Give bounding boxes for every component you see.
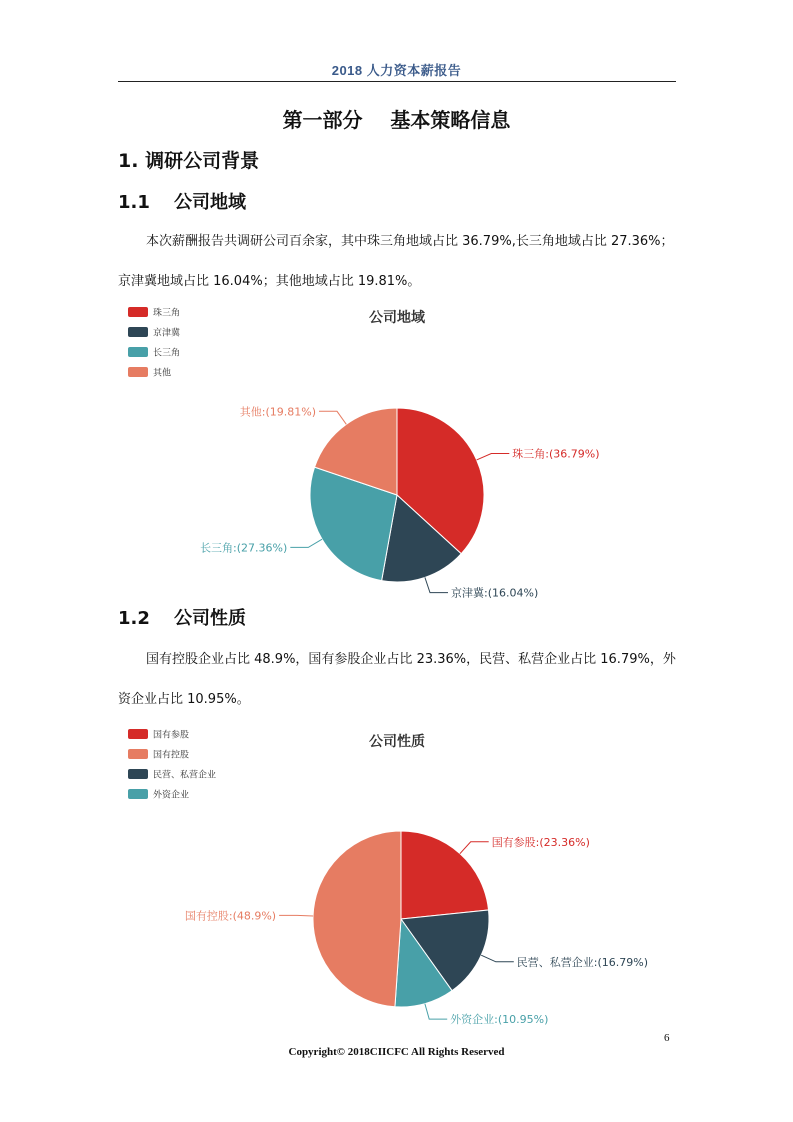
legend-swatch[interactable] bbox=[128, 769, 148, 779]
slice-leader-line bbox=[279, 915, 313, 916]
subsection-heading-nature bbox=[118, 604, 246, 630]
region-pie-chart bbox=[118, 302, 678, 602]
legend-label[interactable]: 民营、私营企业 bbox=[153, 770, 217, 781]
section-title: 调研公司背景 bbox=[145, 150, 260, 172]
slice-label: 京津冀:(16.04%) bbox=[451, 586, 539, 600]
subsection-number: 1.2 bbox=[118, 608, 150, 629]
slice-leader-line bbox=[319, 411, 346, 424]
slice-label: 长三角:(27.36%) bbox=[200, 541, 288, 555]
slice-leader-line bbox=[460, 842, 489, 854]
legend-swatch[interactable] bbox=[128, 729, 148, 739]
section-number: 1. bbox=[118, 150, 139, 172]
slice-leader-line bbox=[481, 955, 514, 962]
page-number: 6 bbox=[664, 1032, 670, 1044]
legend-swatch[interactable] bbox=[128, 367, 148, 377]
legend-swatch[interactable] bbox=[128, 327, 148, 337]
legend-swatch[interactable] bbox=[128, 749, 148, 759]
chart-title: 公司性质 bbox=[369, 734, 425, 750]
slice-label: 外资企业:(10.95%) bbox=[450, 1013, 549, 1027]
slice-label: 民营、私营企业:(16.79%) bbox=[516, 955, 649, 969]
slice-leader-line bbox=[425, 1004, 447, 1019]
legend-label[interactable]: 国有控股 bbox=[153, 750, 190, 761]
nature-paragraph bbox=[118, 640, 678, 720]
legend-label[interactable]: 国有参股 bbox=[153, 730, 190, 741]
header-rule bbox=[118, 81, 676, 82]
legend-swatch[interactable] bbox=[128, 307, 148, 317]
part-title: 第一部分 基本策略信息 bbox=[282, 108, 511, 132]
slice-label: 国有参股:(23.36%) bbox=[491, 835, 590, 849]
legend-label[interactable]: 长三角 bbox=[153, 348, 181, 359]
slice-label: 国有控股:(48.9%) bbox=[184, 909, 277, 923]
slice-label: 珠三角:(36.79%) bbox=[512, 447, 600, 461]
legend-swatch[interactable] bbox=[128, 347, 148, 357]
legend-swatch[interactable] bbox=[128, 789, 148, 799]
slice-leader-line bbox=[290, 539, 322, 547]
subsection-title: 公司性质 bbox=[174, 608, 246, 629]
pie-slice[interactable] bbox=[401, 831, 489, 919]
pie-slice[interactable] bbox=[313, 831, 401, 1007]
legend-label[interactable]: 京津冀 bbox=[153, 328, 181, 339]
subsection-number: 1.1 bbox=[118, 192, 150, 213]
nature-pie-chart bbox=[118, 724, 678, 1029]
legend-label[interactable]: 珠三角 bbox=[153, 308, 181, 319]
section-heading bbox=[118, 146, 259, 173]
subsection-heading-region bbox=[118, 188, 246, 214]
slice-label: 其他:(19.81%) bbox=[239, 405, 316, 419]
chart-title: 公司地域 bbox=[369, 310, 425, 326]
region-paragraph-text: 本次薪酬报告共调研公司百余家，其中珠三角地域占比 36.79%,长三角地域占比 27.36%；京津冀地域占比 16.04%；其他地域占比 19.81%。 bbox=[118, 234, 674, 289]
legend-label[interactable]: 其他 bbox=[153, 368, 172, 379]
region-paragraph bbox=[118, 222, 678, 302]
nature-paragraph-text: 国有控股企业占比 48.9%，国有参股企业占比 23.36%，民营、私营企业占比 16.79%，外资企业占比 10.95%。 bbox=[118, 652, 676, 707]
legend-label[interactable]: 外资企业 bbox=[153, 790, 190, 801]
footer-copyright: Copyright© 2018CIICFC All Rights Reserved bbox=[288, 1046, 505, 1058]
slice-leader-line bbox=[425, 577, 448, 592]
slice-leader-line bbox=[477, 454, 510, 460]
subsection-title: 公司地域 bbox=[174, 192, 246, 213]
running-header: 2018 人力资本薪报告 bbox=[331, 63, 462, 78]
